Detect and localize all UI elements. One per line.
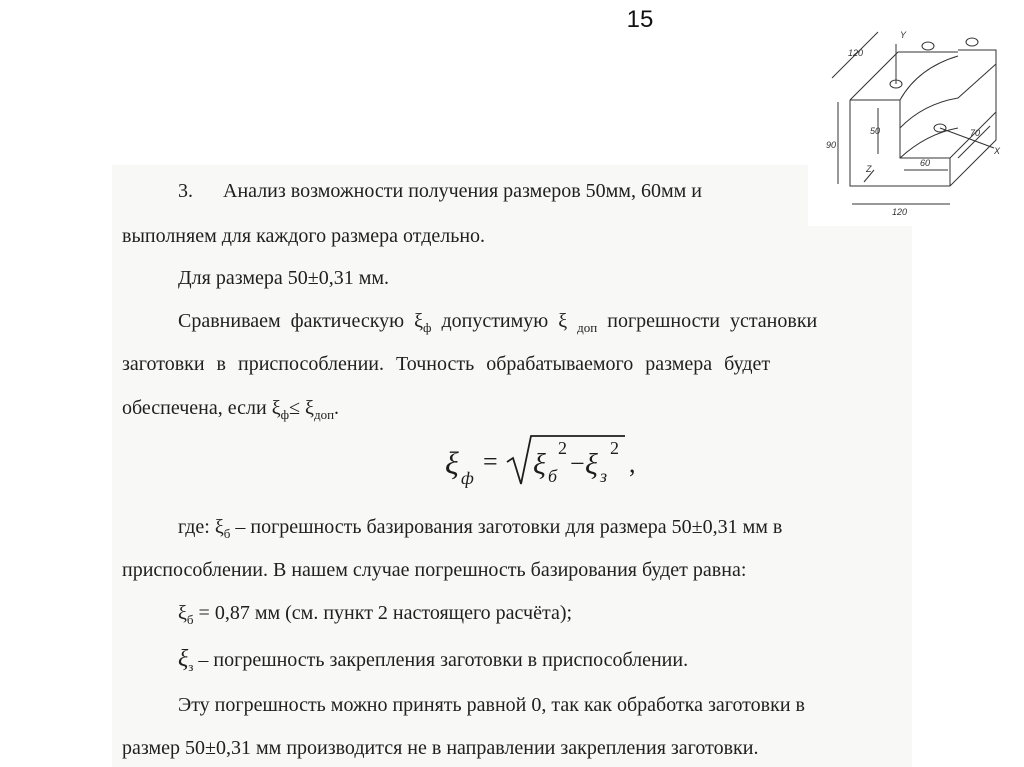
value-line: $\xi_б = 0,87$ мм (см. пункт 2 настоящего расчёта); [178,602,573,627]
dim-depth: 70 [970,128,981,138]
error-formula [445,432,665,494]
dim-step-height: 50 [870,126,881,136]
formula-term2: ξ [585,448,598,481]
formula-comma: , [629,449,636,478]
page-number: 15 [626,6,654,33]
formula-term2-exp: 2 [610,438,619,458]
formula-equals: = [483,447,498,476]
where-line: где: $\xi_б$ – погрешность базирования заготовки для размера 50±0,31 мм в [178,516,783,541]
clamping-line: $\xi_з$ – погрешность закрепления заготовки в приспособлении. [178,646,689,674]
zero-line: Эту погрешность можно принять равной 0, так как обработка заготовки в [178,694,805,716]
part-drawing [808,8,1008,226]
formula-term1-exp: 2 [558,438,567,458]
formula-term2-sub: з [600,466,608,486]
accuracy-line: заготовки в приспособлении. Точность обрабатываемого размера будет [122,353,771,375]
dim-step-width: 60 [920,158,931,168]
paragraph-3-line1: 3. Анализ возможности получения размеров 50мм, 60мм и [178,180,702,202]
dim-height: 90 [826,140,837,150]
formula-minus: − [570,449,585,478]
condition-line: обеспечена, если $\xi_ф\le \xi_{доп}$. [122,397,340,422]
axis-x: X [994,146,1001,156]
paragraph-3-line2: выполняем для каждого размера отдельно. [122,225,486,247]
formula-term1-sub: б [548,466,558,486]
axis-y: Y [900,30,907,40]
dim-top: 120 [848,48,864,58]
formula-lhs-sub: ф [461,468,474,488]
compare-line: Сравниваем фактическую $\xi_ф$ допустимую ξ $_{доп}$ погрешности установки [178,310,818,335]
formula-lhs: ξ [445,445,459,481]
formula-term1: ξ [533,448,546,481]
dim-bottom: 120 [892,207,908,217]
direction-line: размер 50±0,31 мм производится не в направлении закрепления заготовки. [122,737,759,759]
axis-z: Z [866,164,872,174]
size-heading: Для размера 50±0,31 мм. [178,267,390,289]
fixture-line: приспособлении. В нашем случае погрешность базирования будет равна: [122,559,747,581]
isometric-part-diagram [808,8,1008,226]
